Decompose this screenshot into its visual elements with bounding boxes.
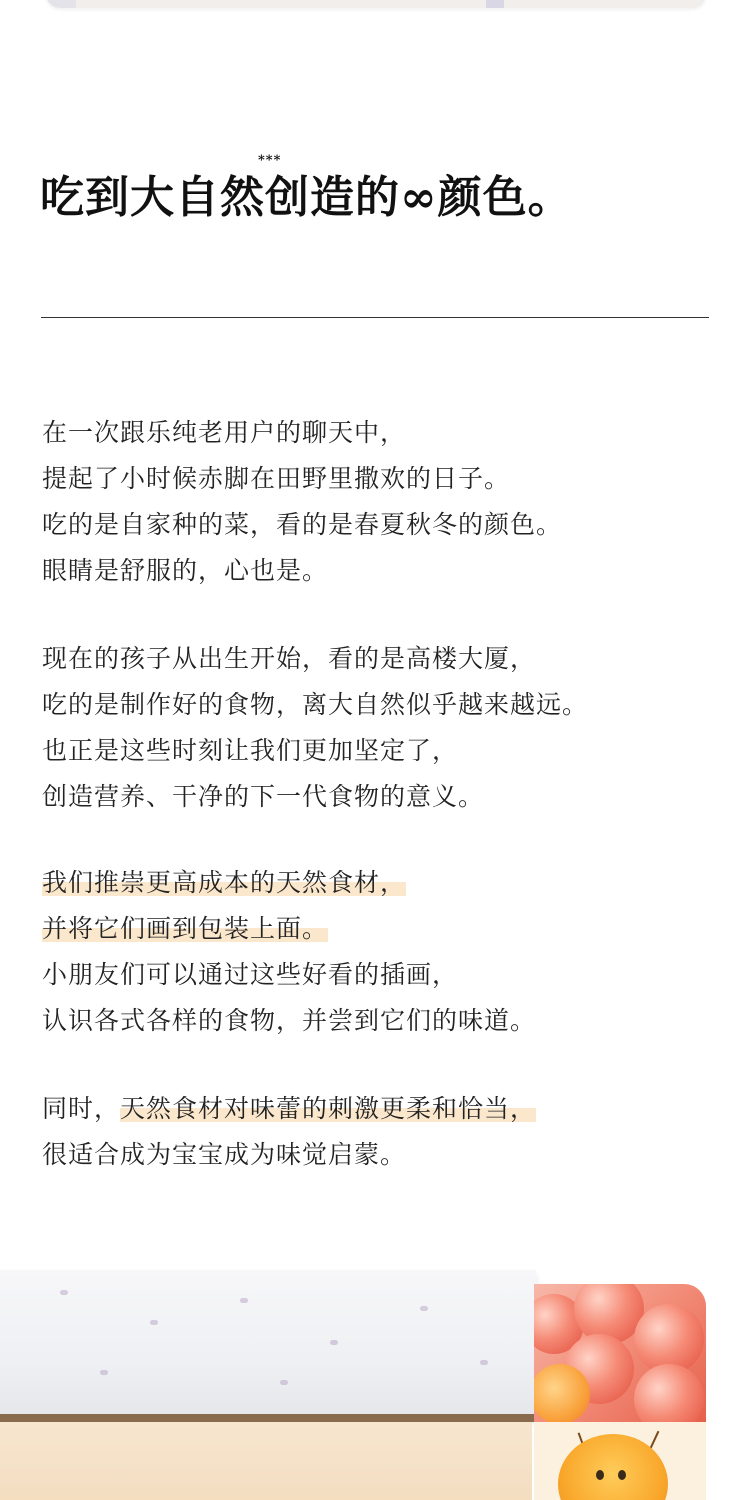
paragraph-4 bbox=[42, 1086, 722, 1178]
speck bbox=[480, 1360, 488, 1365]
grape bbox=[634, 1364, 704, 1422]
paragraph-line: 在一次跟乐纯老用户的聊天中， bbox=[42, 418, 407, 447]
slab-edge bbox=[0, 1414, 534, 1422]
product-strip-segment bbox=[46, 0, 76, 8]
paragraph-line: 也正是这些时刻让我们更加坚定了， bbox=[42, 736, 459, 765]
paragraph-1 bbox=[42, 410, 722, 594]
paragraph-2 bbox=[42, 636, 722, 820]
character-illustration bbox=[534, 1422, 706, 1500]
headline-text: 吃到大自然创造的∞颜色。 bbox=[40, 172, 573, 223]
highlight-text: 并将它们画到包装上面。 bbox=[42, 914, 329, 943]
paragraph-line: 很适合成为宝宝成为味觉启蒙。 bbox=[42, 1140, 407, 1169]
highlight-text: 我们推崇更高成本的天然食材， bbox=[42, 868, 407, 897]
top-product-strip bbox=[46, 0, 706, 8]
speck bbox=[330, 1340, 338, 1345]
headline-dots: *** bbox=[258, 153, 282, 168]
highlight-text: 天然食材对味蕾的刺激更柔和恰当， bbox=[120, 1094, 537, 1123]
paragraph-line: 小朋友们可以通过这些好看的插画， bbox=[42, 960, 459, 989]
plain-text: 同时， bbox=[42, 1094, 121, 1123]
speck bbox=[240, 1298, 248, 1303]
orange bbox=[534, 1364, 590, 1422]
paragraph-line-highlighted bbox=[42, 906, 722, 952]
paragraph-line bbox=[42, 1086, 722, 1132]
headline bbox=[40, 153, 573, 228]
speck bbox=[420, 1306, 428, 1311]
paragraph-line: 提起了小时候赤脚在田野里撒欢的日子。 bbox=[42, 464, 511, 493]
divider bbox=[41, 317, 709, 318]
speck bbox=[150, 1320, 158, 1325]
speck bbox=[280, 1380, 288, 1385]
speck bbox=[100, 1370, 108, 1375]
fruit-illustration bbox=[534, 1284, 706, 1422]
paragraph-line: 眼睛是舒服的，心也是。 bbox=[42, 556, 329, 585]
paragraph-line: 创造营养、干净的下一代食物的意义。 bbox=[42, 782, 485, 811]
paragraph-line: 吃的是自家种的菜，看的是春夏秋冬的颜色。 bbox=[42, 510, 563, 539]
eye bbox=[596, 1470, 604, 1480]
paragraph-3 bbox=[42, 860, 722, 1044]
eye bbox=[618, 1470, 626, 1480]
speck bbox=[60, 1290, 68, 1295]
product-photo bbox=[0, 1268, 750, 1500]
yogurt-slab-yellow bbox=[0, 1422, 532, 1500]
paragraph-line-highlighted bbox=[42, 860, 722, 906]
product-strip-segment bbox=[486, 0, 504, 8]
yogurt-slab-white bbox=[0, 1270, 536, 1420]
paragraph-line: 现在的孩子从出生开始，看的是高楼大厦， bbox=[42, 644, 537, 673]
paragraph-line: 吃的是制作好的食物，离大自然似乎越来越远。 bbox=[42, 690, 589, 719]
paragraph-line: 认识各式各样的食物，并尝到它们的味道。 bbox=[42, 1006, 537, 1035]
